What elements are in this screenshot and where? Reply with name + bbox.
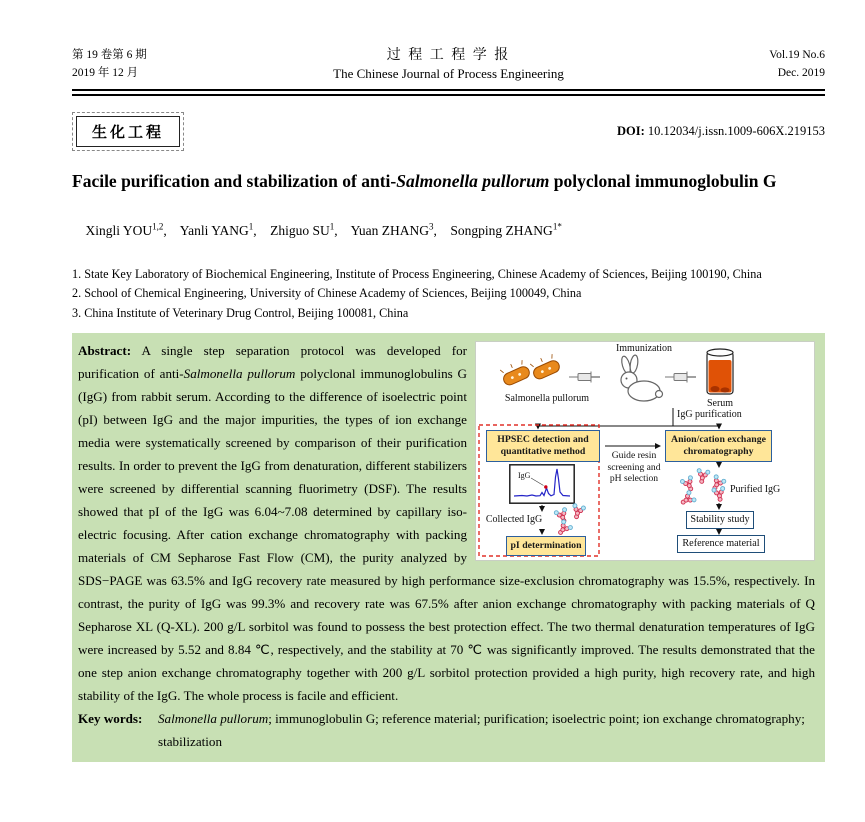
issue-cn: 第 19 卷第 6 期 bbox=[72, 49, 147, 61]
serum-tube-icon bbox=[704, 346, 736, 398]
hpsec-box: HPSEC detection and quantitative method bbox=[486, 430, 600, 462]
abstract-seg2: polyclonal immunoglobulins G (IgG) from rabbit serum. According to the difference of isoelectric point (pI) between IgG and the major impurities, the types of ion exchange media were systematically screened by comparison of their purification results. In order to prevent the IgG from denaturation, different stabilizers were screened by differential scanning fluorimetry (DSF). The results showed that pI of the IgG was 6.04~7.08 determined by capillary iso-electric focusing. After cation exchange chromatography with packing materials of CM Sepharose Fast Flow (CM), the purity analyzed by SDS−PAGE was 63.5% and IgG recovery rate measured by high performance size-exclusion chromatography was 15.5%, respectively. In contrast, the purity of IgG was 99.3% and recovery rate was 67.5% after anion exchange chromatography with packing materials of Q Sepharose XL (Q-XL). 200 g/L sorbitol was found to possess the best protection effect. The two thermal denaturation temperatures of IgG were increased by 5.52 and 8.84 ℃, respectively, and the stability at 70 ℃ was significantly improved. The results demonstrated that the one step anion exchange chromatography together with 200 g/L sorbitol protection provided a high purity, high recovery rate, and high stability of the IgG. The whole process is facile and efficient. bbox=[78, 366, 815, 703]
affiliation-1: 1. State Key Laboratory of Biochemical Engineering, Institute of Process Engineering, Chinese Academy of Sciences, Beijing 100190, China bbox=[72, 266, 762, 281]
date-cn: 2019 年 12 月 bbox=[72, 67, 139, 79]
immunization-label: Immunization bbox=[615, 343, 673, 354]
author: Yuan ZHANG$^3$, bbox=[350, 221, 451, 238]
doi bbox=[617, 124, 825, 139]
abstract-label: Abstract: bbox=[78, 343, 132, 358]
reference-material-box: Reference material bbox=[677, 535, 765, 553]
pi-determination-box: pI determination bbox=[506, 536, 586, 556]
keywords-label: Key words: bbox=[78, 711, 143, 726]
affiliations bbox=[72, 265, 825, 324]
affiliation-2: 2. School of Chemical Engineering, University of Chinese Academy of Sciences, Beijing 100049, China bbox=[72, 286, 582, 300]
bacteria-icon bbox=[492, 352, 570, 392]
abstract-seg1: A single step separation protocol was developed for purification of anti- bbox=[78, 343, 467, 381]
anion-cation-box: Anion/cation exchange chromatography bbox=[665, 430, 772, 462]
title-italic-species: Salmonella pullorum bbox=[396, 171, 550, 191]
volume-en: Vol.19 No.6 bbox=[769, 49, 825, 61]
collected-igg-label: Collected IgG bbox=[485, 514, 543, 525]
graphical-abstract bbox=[475, 341, 815, 561]
affiliation-3: 3. China Institute of Veterinary Drug Control, Beijing 100081, China bbox=[72, 305, 409, 320]
syringe-icon bbox=[569, 369, 601, 385]
antibody-icon bbox=[550, 499, 596, 535]
purified-igg-label: Purified IgG bbox=[730, 484, 781, 495]
article-title bbox=[72, 168, 792, 194]
section-badge: 生化工程 bbox=[76, 116, 180, 147]
chromatogram-icon bbox=[509, 464, 575, 504]
author: Zhiguo $SU^1$, bbox=[270, 221, 351, 238]
author-line bbox=[72, 205, 825, 255]
syringe-icon bbox=[665, 369, 697, 385]
header-double-rule bbox=[72, 89, 825, 96]
journal-header bbox=[72, 46, 825, 83]
doi-label: DOI: bbox=[617, 123, 645, 138]
header-right bbox=[564, 46, 825, 82]
igg-peak-label: IgG bbox=[518, 471, 531, 480]
keywords-text: Salmonella pullorum; immunoglobulin G; reference material; purification; isoelectric point; ion exchange chromatography; stabilization bbox=[158, 711, 805, 749]
igg-purification-label: IgG purification bbox=[677, 409, 742, 420]
author: Songping $ZHANG^{1*}$ bbox=[450, 221, 562, 238]
abstract-species-italic: Salmonella pullorum bbox=[183, 366, 296, 381]
guide-note: Guide resin screening and pH selection bbox=[607, 450, 661, 484]
header-left bbox=[72, 46, 333, 82]
badge-doi-row bbox=[72, 110, 825, 152]
journal-name-en: The Chinese Journal of Process Engineering bbox=[333, 66, 564, 81]
page-content bbox=[72, 46, 825, 762]
stability-study-box: Stability study bbox=[686, 511, 754, 529]
title-part1: Facile purification and stabilization of anti- bbox=[72, 171, 397, 191]
author: Yanli YANG$^1$, bbox=[179, 221, 271, 238]
salmonella-label: Salmonella pullorum bbox=[504, 393, 590, 404]
doi-value: 10.12034/j.issn.1009-606X.219153 bbox=[644, 123, 825, 138]
date-en: Dec. 2019 bbox=[777, 67, 825, 79]
header-center bbox=[333, 46, 564, 83]
abstract-block bbox=[72, 333, 825, 762]
title-part2: polyclonal immunoglobulin G bbox=[549, 171, 777, 191]
serum-label: Serum bbox=[706, 398, 734, 409]
journal-name-cn: 过 程 工 程 学 报 bbox=[386, 48, 511, 63]
keywords-row bbox=[78, 707, 815, 753]
author: Xingli YOU$^{1,2}$, bbox=[85, 221, 180, 238]
